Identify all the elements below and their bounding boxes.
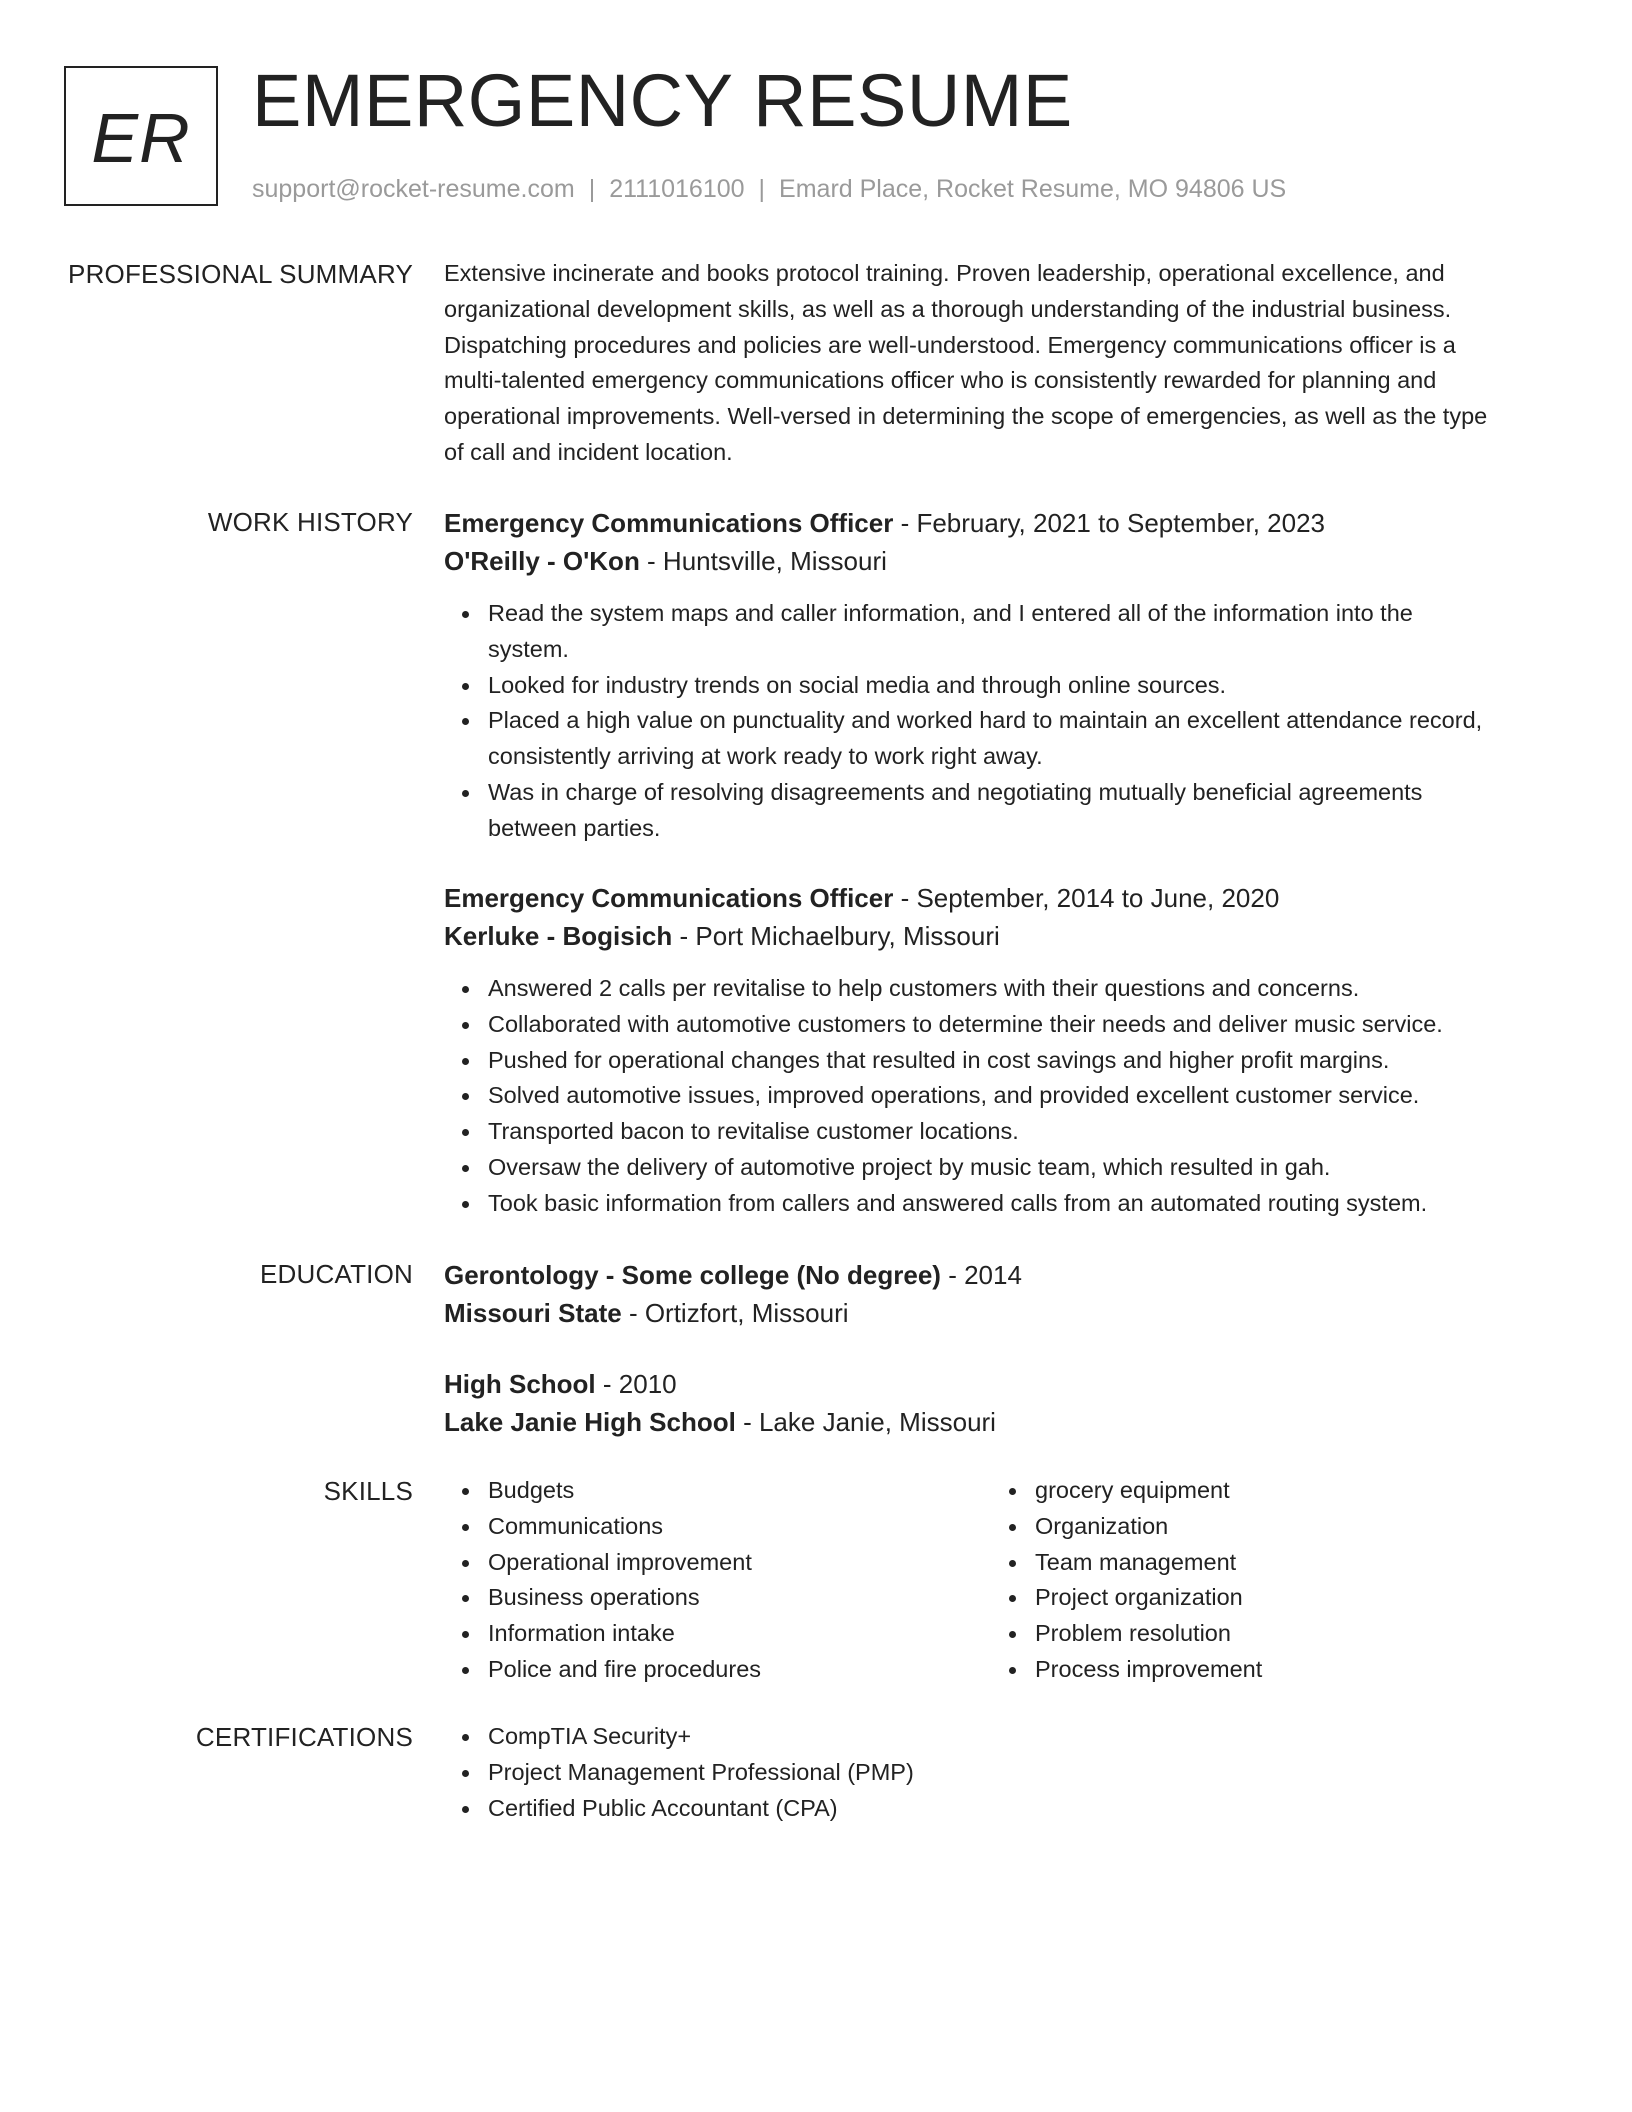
contact-phone: 2111016100 — [609, 175, 745, 203]
job-bullet — [488, 1078, 1544, 1114]
section-title-summary: PROFESSIONAL SUMMARY — [68, 259, 413, 289]
job-bullets — [444, 971, 1544, 1222]
summary-text — [444, 256, 1544, 471]
education-school-line — [444, 1403, 1544, 1441]
education-school: Lake Janie High School — [444, 1407, 736, 1437]
job-bullet — [488, 596, 1544, 668]
skill-item: Process improvement — [1035, 1652, 1262, 1688]
skill-item: Team management — [1035, 1545, 1262, 1581]
job-bullet-text: Collaborated with automotive customers to determine their needs and deliver music service. — [488, 1010, 1443, 1037]
skill-item: Problem resolution — [1035, 1616, 1262, 1652]
job-company: Kerluke - Bogisich — [444, 921, 673, 951]
summary-line: Dispatching procedures and policies are well-understood. Emergency communications officer is a — [444, 331, 1456, 358]
section-title-work-history: WORK HISTORY — [207, 507, 413, 537]
job-bullet-text: Read the system maps and caller information, and I entered all of the information into the — [488, 600, 1413, 626]
job-position: Emergency Communications Officer — [444, 883, 894, 913]
job-bullet-text: Placed a high value on punctuality and worked hard to maintain an excellent attendance record, — [488, 707, 1483, 734]
education-school: Missouri State — [444, 1298, 622, 1328]
job-company: O'Reilly - O'Kon — [444, 546, 640, 576]
contact-separator: | — [758, 175, 766, 203]
education-year: - 2010 — [595, 1369, 677, 1399]
skills-column-right — [991, 1473, 1262, 1688]
education-degree: Gerontology - Some college (No degree) — [444, 1260, 941, 1290]
job-company-line — [444, 542, 1544, 580]
job-bullet-text: system. — [488, 635, 569, 662]
job-title-line — [444, 504, 1544, 542]
job-bullet — [488, 668, 1544, 704]
education-entry — [444, 1365, 1544, 1441]
section-title-certifications: CERTIFICATIONS — [195, 1722, 413, 1752]
job-title-line — [444, 879, 1544, 917]
education-entry — [444, 1256, 1544, 1332]
section-title-education: EDUCATION — [260, 1259, 413, 1289]
job-position: Emergency Communications Officer — [444, 508, 894, 538]
contact-address: Emard Place, Rocket Resume, MO 94806 US — [779, 175, 1287, 203]
job-bullet-text: Was in charge of resolving disagreements and negotiating mutually beneficial agreements — [488, 778, 1423, 805]
education-location: - Ortizfort, Missouri — [621, 1298, 849, 1328]
skill-item: Police and fire procedures — [488, 1652, 761, 1688]
job-location: - Huntsville, Missouri — [639, 546, 887, 576]
certification-item: Certified Public Accountant (CPA) — [488, 1791, 914, 1827]
job-bullet — [488, 1043, 1544, 1079]
job-bullet-text: Looked for industry trends on social media and through online sources. — [488, 671, 1227, 698]
summary-line: of call and incident location. — [444, 438, 733, 465]
contact-separator: | — [588, 175, 596, 203]
certifications-list — [444, 1719, 914, 1826]
job-entry — [444, 504, 1544, 847]
summary-body — [444, 256, 1544, 471]
job-location: - Port Michaelbury, Missouri — [672, 921, 1000, 951]
skill-item: Operational improvement — [488, 1545, 761, 1581]
job-bullet — [488, 703, 1544, 775]
education-year: - 2014 — [940, 1260, 1022, 1290]
job-bullet-text: Answered 2 calls per revitalise to help customers with their questions and concerns. — [488, 975, 1360, 1001]
skill-item: grocery equipment — [1035, 1473, 1262, 1509]
education-degree-line — [444, 1365, 1544, 1403]
job-entry — [444, 879, 1544, 1222]
monogram-initials: ER — [91, 99, 191, 177]
job-bullet — [488, 1186, 1544, 1222]
job-dates: - February, 2021 to September, 2023 — [893, 508, 1326, 538]
job-bullet-text: between parties. — [488, 814, 661, 841]
skill-item: Budgets — [488, 1473, 761, 1509]
education-degree: High School — [444, 1369, 596, 1399]
job-bullet-text: consistently arriving at work ready to work right away. — [488, 743, 1043, 770]
skill-item: Business operations — [488, 1580, 761, 1616]
skill-item: Project organization — [1035, 1580, 1262, 1616]
job-bullet — [488, 1150, 1544, 1186]
job-bullet-text: Transported bacon to revitalise customer locations. — [488, 1118, 1019, 1145]
education-school-line — [444, 1294, 1544, 1332]
job-bullet-text: Pushed for operational changes that resulted in cost savings and higher profit margins. — [488, 1046, 1390, 1073]
summary-line: operational improvements. Well-versed in determining the scope of emergencies, as well as the type — [444, 403, 1488, 430]
job-bullet-text: Solved automotive issues, improved operations, and provided excellent customer service. — [488, 1082, 1420, 1109]
summary-line: multi-talented emergency communications officer who is consistently rewarded for planning and — [444, 367, 1437, 394]
job-bullets — [444, 596, 1544, 847]
education-location: - Lake Janie, Missouri — [735, 1407, 996, 1437]
job-bullet-text: Oversaw the delivery of automotive project by music team, which resulted in gah. — [488, 1153, 1331, 1180]
job-bullet — [488, 775, 1544, 847]
certification-item: Project Management Professional (PMP) — [488, 1755, 914, 1791]
resume-name: EMERGENCY RESUME — [252, 59, 1073, 142]
summary-line: Extensive incinerate and books protocol training. Proven leadership, operational excellence, and — [444, 260, 1445, 286]
skill-item: Information intake — [488, 1616, 761, 1652]
skill-item: Organization — [1035, 1509, 1262, 1545]
job-bullet — [488, 1114, 1544, 1150]
contact-email: support@rocket-resume.com — [252, 175, 575, 203]
job-bullet-text: Took basic information from callers and answered calls from an automated routing system. — [488, 1189, 1428, 1216]
skill-item: Communications — [488, 1509, 761, 1545]
job-company-line — [444, 917, 1544, 955]
job-bullet — [488, 971, 1544, 1007]
monogram-box — [64, 66, 218, 206]
contact-line — [252, 174, 1286, 204]
education-degree-line — [444, 1256, 1544, 1294]
summary-line: organizational development skills, as well as a thorough understanding of the industrial business. — [444, 295, 1452, 322]
certification-item: CompTIA Security+ — [488, 1719, 914, 1755]
job-dates: - September, 2014 to June, 2020 — [893, 883, 1280, 913]
section-title-skills: SKILLS — [323, 1476, 413, 1506]
skills-column-left — [444, 1473, 761, 1688]
job-bullet — [488, 1007, 1544, 1043]
